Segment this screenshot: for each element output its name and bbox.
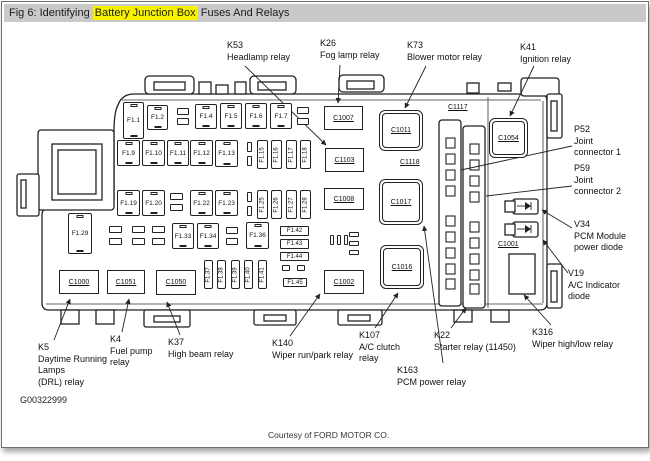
empty-fuse-slot — [170, 193, 183, 200]
fuse-f1-25 — [257, 190, 268, 219]
connector-c1050 — [156, 270, 196, 295]
fuse-f1-22: F1.22 — [190, 190, 213, 216]
callout-line: A/C Indicator — [568, 279, 621, 290]
connector-label: C1051 — [115, 278, 137, 286]
fuse-f1-34: F1.34 — [197, 223, 219, 249]
connector-c1051 — [107, 270, 145, 294]
empty-fuse-slot — [247, 192, 252, 202]
callout-line: Daytime Running — [38, 353, 108, 364]
callout-line: Wiper high/low relay — [532, 338, 614, 349]
callout-line: A/C clutch — [359, 341, 401, 352]
fuse-f1-19: F1.19 — [117, 190, 140, 216]
callout-line: Joint — [574, 174, 594, 185]
fuse-label: F1.16 — [273, 146, 280, 163]
callout-line: K26 — [320, 38, 337, 48]
empty-fuse-slot — [344, 235, 348, 245]
empty-fuse-slot — [226, 227, 238, 234]
fuse-f1-9: F1.9 — [117, 140, 140, 166]
empty-fuse-slot — [177, 108, 189, 115]
title-suffix: Fuses And Relays — [197, 7, 290, 19]
callout-p52 — [574, 124, 621, 159]
relay-label: C1054 — [498, 134, 519, 142]
fuse-f1-10: F1.10 — [142, 140, 165, 166]
callout-line: K140 — [272, 338, 294, 348]
callout-line: power diode — [574, 242, 624, 252]
connector-c1008 — [324, 188, 364, 210]
fuse-f1-18 — [300, 140, 311, 169]
callout-line: K316 — [532, 327, 554, 337]
fuse-f1-7: F1.7 — [270, 103, 292, 129]
callout-line: relay — [359, 353, 379, 363]
empty-fuse-slot — [297, 107, 309, 114]
fuse-label: F1.38 — [218, 266, 225, 283]
connector-label: C1008 — [333, 195, 355, 203]
callout-line: V34 — [574, 219, 591, 229]
empty-fuse-slot — [152, 226, 165, 233]
empty-fuse-slot — [282, 265, 290, 271]
callout-line: PCM Module — [574, 230, 627, 241]
callout-line: P59 — [574, 163, 591, 173]
callout-v19 — [568, 268, 620, 303]
label-c1001: C1001 — [498, 241, 519, 248]
callout-k163 — [397, 365, 466, 388]
callout-line: Joint — [574, 135, 594, 146]
fuse-label: F1.18 — [302, 146, 309, 163]
fuse-f1-43: F1.43 — [280, 239, 309, 249]
fuse-f1-38 — [217, 260, 226, 289]
connector-c1002 — [324, 270, 364, 294]
callout-v34 — [574, 219, 626, 254]
fuse-label: F1.40 — [245, 266, 252, 283]
callout-k53 — [227, 40, 290, 63]
figure-page — [1, 1, 649, 448]
callout-line: K73 — [407, 40, 424, 50]
callout-line: (DRL) relay — [38, 376, 85, 387]
empty-fuse-slot — [337, 235, 341, 245]
empty-fuse-slot — [349, 241, 359, 246]
callout-line: K53 — [227, 40, 244, 50]
relay-label: C1016 — [391, 263, 413, 271]
fuse-f1-36: F1.36 — [246, 222, 269, 249]
callout-line: K5 — [38, 342, 50, 352]
callout-k140 — [272, 338, 353, 361]
relay-c1011 — [379, 110, 423, 151]
callout-k107 — [359, 330, 400, 365]
fuse-f1-13: F1.13 — [215, 140, 238, 167]
callout-k316 — [532, 327, 613, 350]
callout-line: K22 — [434, 330, 451, 340]
callout-line: High beam relay — [168, 348, 234, 359]
fuse-f1-11: F1.11 — [167, 140, 189, 166]
fuse-f1-26 — [271, 190, 282, 219]
empty-fuse-slot — [132, 226, 145, 233]
fuse-f1-23: F1.23 — [215, 190, 238, 216]
callout-k26 — [320, 38, 380, 61]
empty-fuse-slot — [330, 235, 334, 245]
empty-fuse-slot — [152, 238, 165, 245]
connector-label: C1007 — [333, 114, 354, 122]
title-prefix: Fig 6: Identifying — [9, 7, 93, 19]
empty-fuse-slot — [247, 206, 252, 216]
connector-c1007 — [324, 106, 363, 130]
callout-k73 — [407, 40, 482, 63]
empty-fuse-slot — [247, 156, 252, 166]
fuse-label: F1.26 — [273, 196, 280, 213]
callout-k5 — [38, 342, 107, 388]
callout-k37 — [168, 337, 234, 360]
relay-label: C1017 — [390, 198, 412, 206]
empty-fuse-slot — [132, 238, 145, 245]
fuse-label: F1.25 — [259, 196, 266, 213]
fuse-f1-1: F1.1 — [123, 102, 144, 139]
empty-fuse-slot — [109, 238, 122, 245]
fuse-f1-5: F1.5 — [220, 103, 242, 129]
connector-label: C1103 — [334, 156, 355, 164]
relay-c1016 — [380, 245, 424, 289]
callout-line: K4 — [110, 334, 122, 344]
callout-line: K163 — [397, 365, 419, 375]
connector-label: C1002 — [333, 278, 355, 286]
fuse-label: F1.27 — [288, 196, 295, 213]
callout-k41 — [520, 42, 571, 65]
fuse-f1-20: F1.20 — [142, 190, 165, 216]
callout-line: PCM power relay — [397, 376, 467, 387]
fuse-f1-12: F1.12 — [190, 140, 213, 166]
fuse-label: F1.37 — [205, 266, 212, 283]
fuse-f1-2: F1.2 — [147, 105, 168, 130]
fuse-f1-41 — [258, 260, 267, 289]
callout-line: K37 — [168, 337, 185, 347]
callout-line: Lamps — [38, 365, 66, 375]
callout-line: Fuel pump — [110, 345, 153, 356]
fuse-label: F1.15 — [259, 146, 266, 163]
callout-k22 — [434, 330, 516, 353]
relay-label: C1011 — [390, 127, 412, 134]
empty-fuse-slot — [247, 142, 252, 152]
connector-c1000 — [59, 270, 99, 294]
callout-line: Ignition relay — [520, 53, 572, 64]
fuse-f1-27 — [286, 190, 297, 219]
callout-k4 — [110, 334, 153, 369]
fuse-f1-37 — [204, 260, 213, 289]
callout-line: V19 — [568, 268, 585, 278]
fuse-f1-16 — [271, 140, 282, 169]
fuse-label: F1.41 — [259, 266, 266, 283]
fuse-f1-40 — [244, 260, 253, 289]
fuse-label: F1.17 — [288, 146, 295, 163]
fuse-f1-33: F1.33 — [172, 223, 194, 249]
connector-c1103 — [325, 148, 364, 172]
fuse-f1-42: F1.42 — [280, 226, 309, 236]
empty-fuse-slot — [170, 204, 183, 211]
callout-p59 — [574, 163, 621, 198]
fuse-f1-39 — [231, 260, 240, 289]
fuse-label: F1.39 — [232, 266, 239, 283]
fuse-f1-44: F1.44 — [280, 252, 309, 261]
fuse-f1-6: F1.6 — [245, 103, 267, 129]
connector-label: C1050 — [165, 279, 187, 286]
fuse-box-diagram — [2, 2, 650, 461]
fuse-f1-4: F1.4 — [195, 104, 217, 129]
callout-line: Wiper run/park relay — [272, 349, 354, 360]
callout-line: relay — [110, 357, 130, 367]
fuse-f1-28 — [300, 190, 311, 219]
connector-label: C1000 — [68, 278, 90, 286]
callout-line: Starter relay (11450) — [434, 341, 516, 352]
courtesy-text: Courtesy of FORD MOTOR CO. — [268, 430, 390, 440]
relay-c1017 — [379, 179, 423, 225]
callout-line: Fog lamp relay — [320, 49, 380, 60]
relay-c1054 — [489, 118, 528, 158]
fuse-f1-17 — [286, 140, 297, 169]
fuse-f1-15 — [257, 140, 268, 169]
label-c1117: C1117 — [448, 104, 468, 111]
callout-line: connector 1 — [574, 147, 622, 157]
callout-line: K107 — [359, 330, 381, 340]
empty-fuse-slot — [109, 226, 122, 233]
empty-fuse-slot — [177, 118, 189, 125]
label-c1118: C1118 — [400, 159, 420, 166]
fuse-f1-29: F1.29 — [68, 213, 92, 254]
title-highlight: Battery Junction Box — [94, 7, 196, 19]
callout-line: diode — [568, 291, 591, 301]
empty-fuse-slot — [297, 265, 305, 271]
fuse-f1-45: F1.45 — [283, 278, 307, 287]
empty-fuse-slot — [226, 238, 238, 245]
empty-fuse-slot — [297, 118, 309, 125]
callout-line: K41 — [520, 42, 537, 52]
fuse-label: F1.28 — [302, 196, 309, 213]
callout-line: P52 — [574, 124, 591, 134]
empty-fuse-slot — [349, 232, 359, 237]
callout-line: Blower motor relay — [407, 51, 483, 62]
figure-id: G00322999 — [20, 395, 68, 405]
callout-line: Headlamp relay — [227, 51, 291, 62]
callout-line: connector 2 — [574, 186, 622, 196]
empty-fuse-slot — [349, 250, 359, 255]
